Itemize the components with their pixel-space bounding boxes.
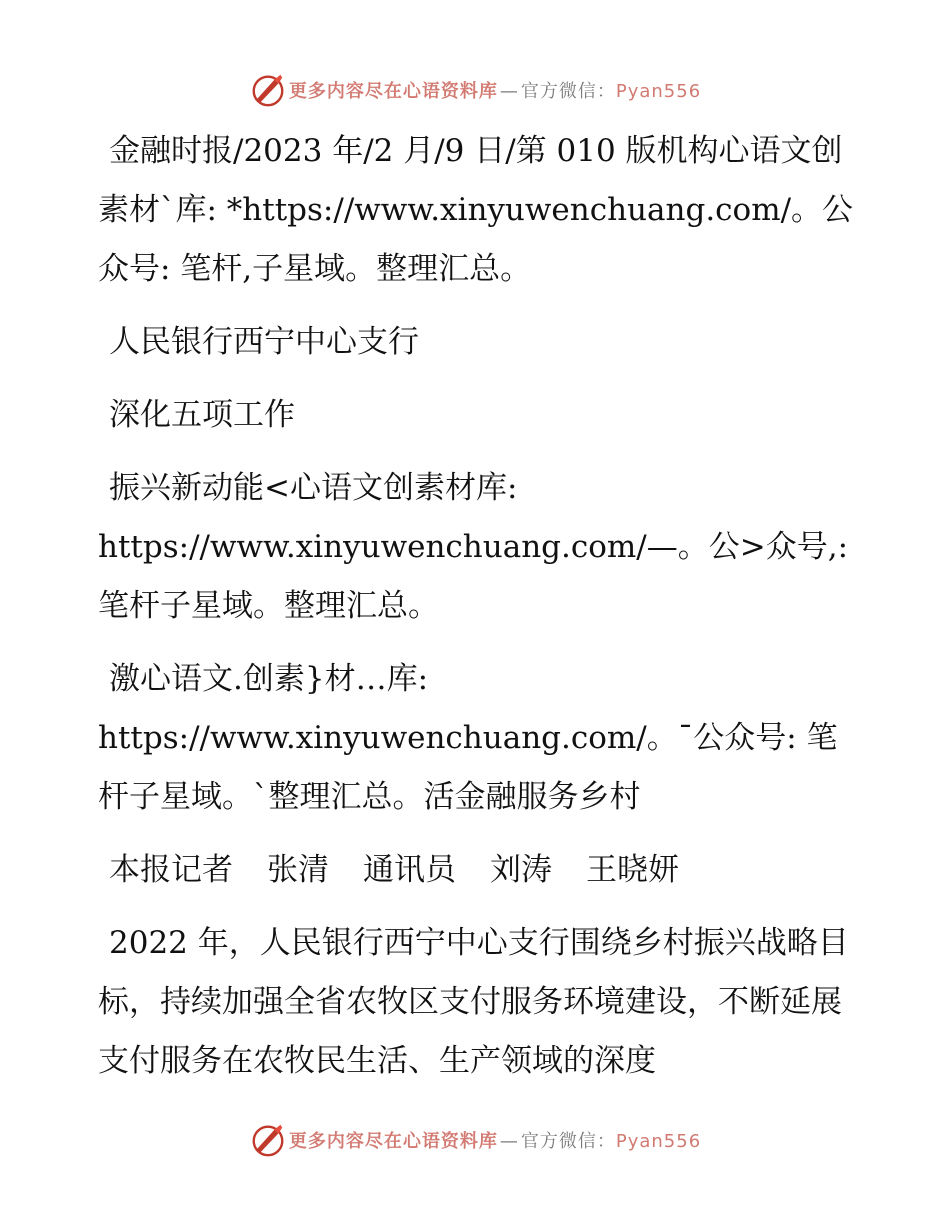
header-watermark — [0, 68, 950, 112]
headline-line-4: 激心语文.创素}材…库: https://www.xinyuwenchuang.com/。¯公众号: 笔杆子星域。`整理汇总。活金融服务乡村 — [98, 661, 838, 815]
byline — [98, 841, 858, 900]
reporter-label: 本报记者 — [109, 852, 233, 888]
watermark-text: 更多内容尽在心语资料库 — 官方微信：Pyan556 — [288, 81, 702, 102]
correspondent-label: 通讯员 — [363, 852, 456, 888]
headline-line-1: 人民银行西宁中心支行 — [109, 324, 419, 360]
footer-watermark — [0, 1118, 950, 1162]
pen-logo-icon — [249, 1121, 287, 1159]
reporter-name: 张清 — [267, 852, 329, 888]
correspondent-name-2: 王晓妍 — [586, 852, 679, 888]
article-body — [98, 122, 858, 1105]
correspondent-name-1: 刘涛 — [490, 852, 552, 888]
pen-logo-icon — [249, 71, 287, 109]
headline-line-2: 深化五项工作 — [109, 397, 295, 433]
body-paragraph: 2022 年，人民银行西宁中心支行围绕乡村振兴战略目标，持续加强全省农牧区支付服务环境建设，不断延展支付服务在农牧民生活、生产领域的深度 — [98, 925, 849, 1079]
headline-line-3: 振兴新动能<心语文创素材库: https://www.xinyuwenchuang.com/—。公>众号,: 笔杆子星域。整理汇总。 — [98, 470, 849, 624]
watermark-text: 更多内容尽在心语资料库 — 官方微信：Pyan556 — [288, 1131, 702, 1152]
source-line: 金融时报/2023 年/2 月/9 日/第 010 版机构心语文创素材`库: *https://www.xinyuwenchuang.com/。公众号: 笔杆,子星域。整理汇总。 — [98, 133, 854, 287]
